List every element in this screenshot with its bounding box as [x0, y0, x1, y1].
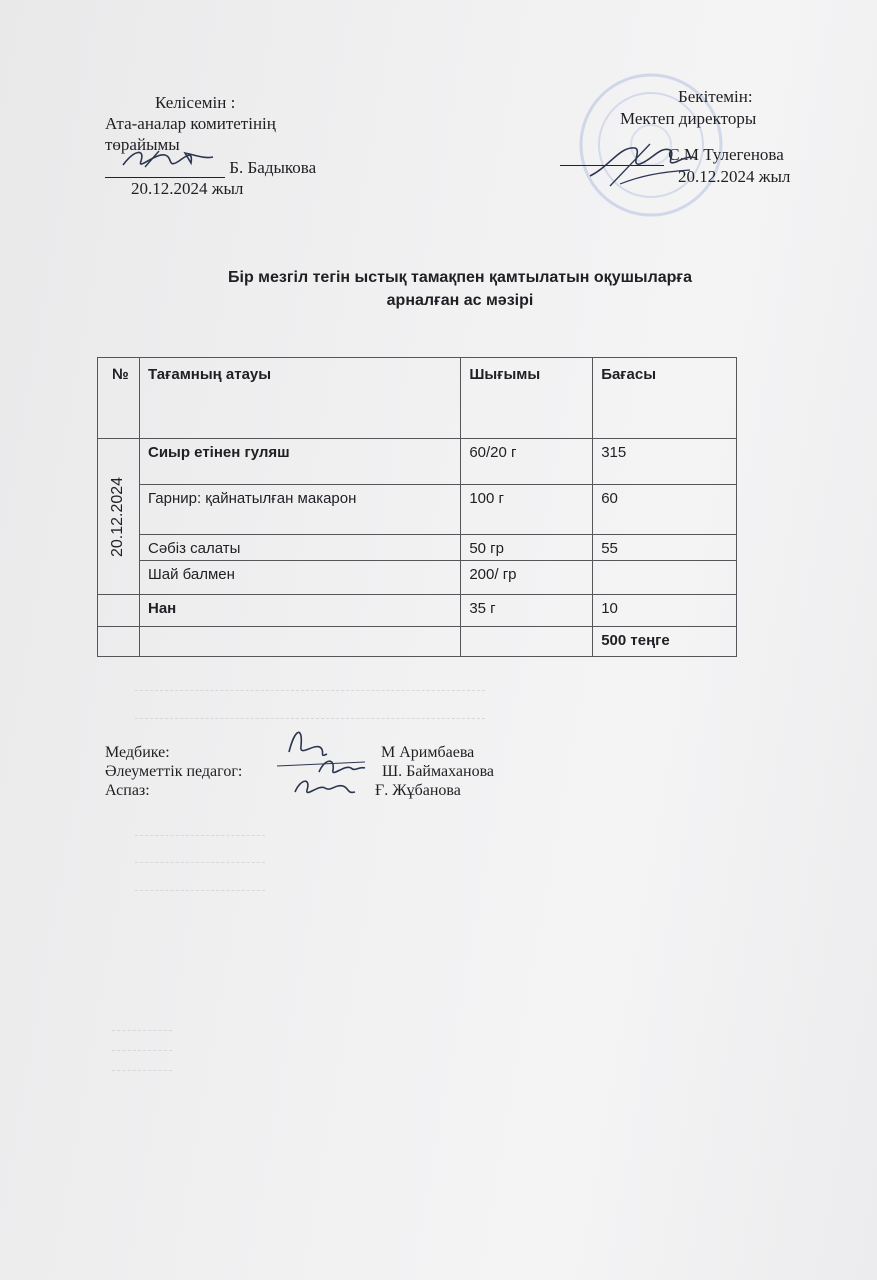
bleed-through-line: [135, 835, 265, 836]
dish-price: 315: [593, 439, 737, 485]
director-signature-icon: [580, 136, 700, 196]
menu-title-line2: арналған ас мәзірі: [386, 292, 534, 309]
header-yield: Шығымы: [461, 358, 593, 439]
table-row: [98, 439, 737, 485]
dish-price: 60: [593, 485, 737, 535]
date-cell: [98, 439, 140, 595]
director-name: С.М Тулегенова: [668, 145, 784, 164]
dish-yield: 35 г: [461, 595, 593, 627]
dish-name: Сәбіз салаты: [139, 535, 460, 561]
empty-cell: [461, 627, 593, 657]
table-row: [98, 561, 737, 595]
committee-head-name: Б. Бадыкова: [229, 158, 317, 177]
social-pedagogue-role: Әлеуметтік педагог:: [105, 763, 243, 780]
staff-signatures: [105, 744, 525, 801]
dish-price: 10: [593, 595, 737, 627]
bleed-through-line: [112, 1050, 172, 1051]
dish-yield: 60/20 г: [461, 439, 593, 485]
nurse-name: М Аримбаева: [381, 744, 475, 761]
dish-name: Шай балмен: [139, 561, 460, 595]
header-number: №: [98, 358, 140, 439]
committee-position-line1: Ата-аналар комитетінің: [105, 114, 276, 133]
menu-title: [150, 266, 770, 312]
committee-position-line2: төрайымы: [105, 135, 180, 154]
approval-left: [105, 92, 355, 199]
dish-price: 55: [593, 535, 737, 561]
social-pedagogue-name: Ш. Баймаханова: [382, 763, 495, 780]
dish-name: Гарнир: қайнатылған макарон: [139, 485, 460, 535]
menu-date: 20.12.2024: [109, 476, 127, 557]
bleed-through-line: [135, 862, 265, 863]
cook-name: Ғ. Жұбанова: [375, 782, 461, 799]
empty-number-cell: [98, 595, 140, 627]
menu-title-line1: Бір мезгіл тегін ыстық тамақпен қамтылатын оқушыларға: [228, 269, 692, 286]
total-price: 500 теңге: [593, 627, 737, 657]
menu-table: [97, 357, 737, 657]
agreed-label: Келісемін :: [155, 93, 236, 112]
director-position: Мектеп директоры: [620, 109, 757, 128]
table-row: [98, 535, 737, 561]
dish-yield: 100 г: [461, 485, 593, 535]
dish-name: Нан: [139, 595, 460, 627]
director-date: 20.12.2024 жыл: [678, 167, 791, 186]
header-price: Бағасы: [593, 358, 737, 439]
bleed-through-line: [112, 1030, 172, 1031]
committee-signature-icon: [115, 145, 235, 175]
bleed-through-line: [135, 690, 485, 691]
approval-right: [560, 86, 830, 188]
bleed-through-line: [135, 718, 485, 719]
bleed-through-line: [112, 1070, 172, 1071]
approved-label: Бекітемін:: [678, 87, 753, 106]
table-row: [98, 595, 737, 627]
total-row: [98, 627, 737, 657]
dish-yield: 200/ гр: [461, 561, 593, 595]
committee-signature: [105, 159, 225, 178]
table-header-row: [98, 358, 737, 439]
table-row: [98, 485, 737, 535]
staff-signatures-icon: [275, 722, 475, 812]
committee-signature-line: [105, 157, 355, 178]
bleed-through-line: [135, 890, 265, 891]
nurse-role: Медбике:: [105, 744, 170, 761]
empty-cell: [139, 627, 460, 657]
dish-name: Сиыр етінен гуляш: [139, 439, 460, 485]
committee-date: 20.12.2024 жыл: [131, 179, 244, 198]
dish-yield: 50 гр: [461, 535, 593, 561]
header-dish-name: Тағамның атауы: [139, 358, 460, 439]
dish-price: [593, 561, 737, 595]
empty-cell: [98, 627, 140, 657]
cook-role: Аспаз:: [105, 782, 150, 799]
